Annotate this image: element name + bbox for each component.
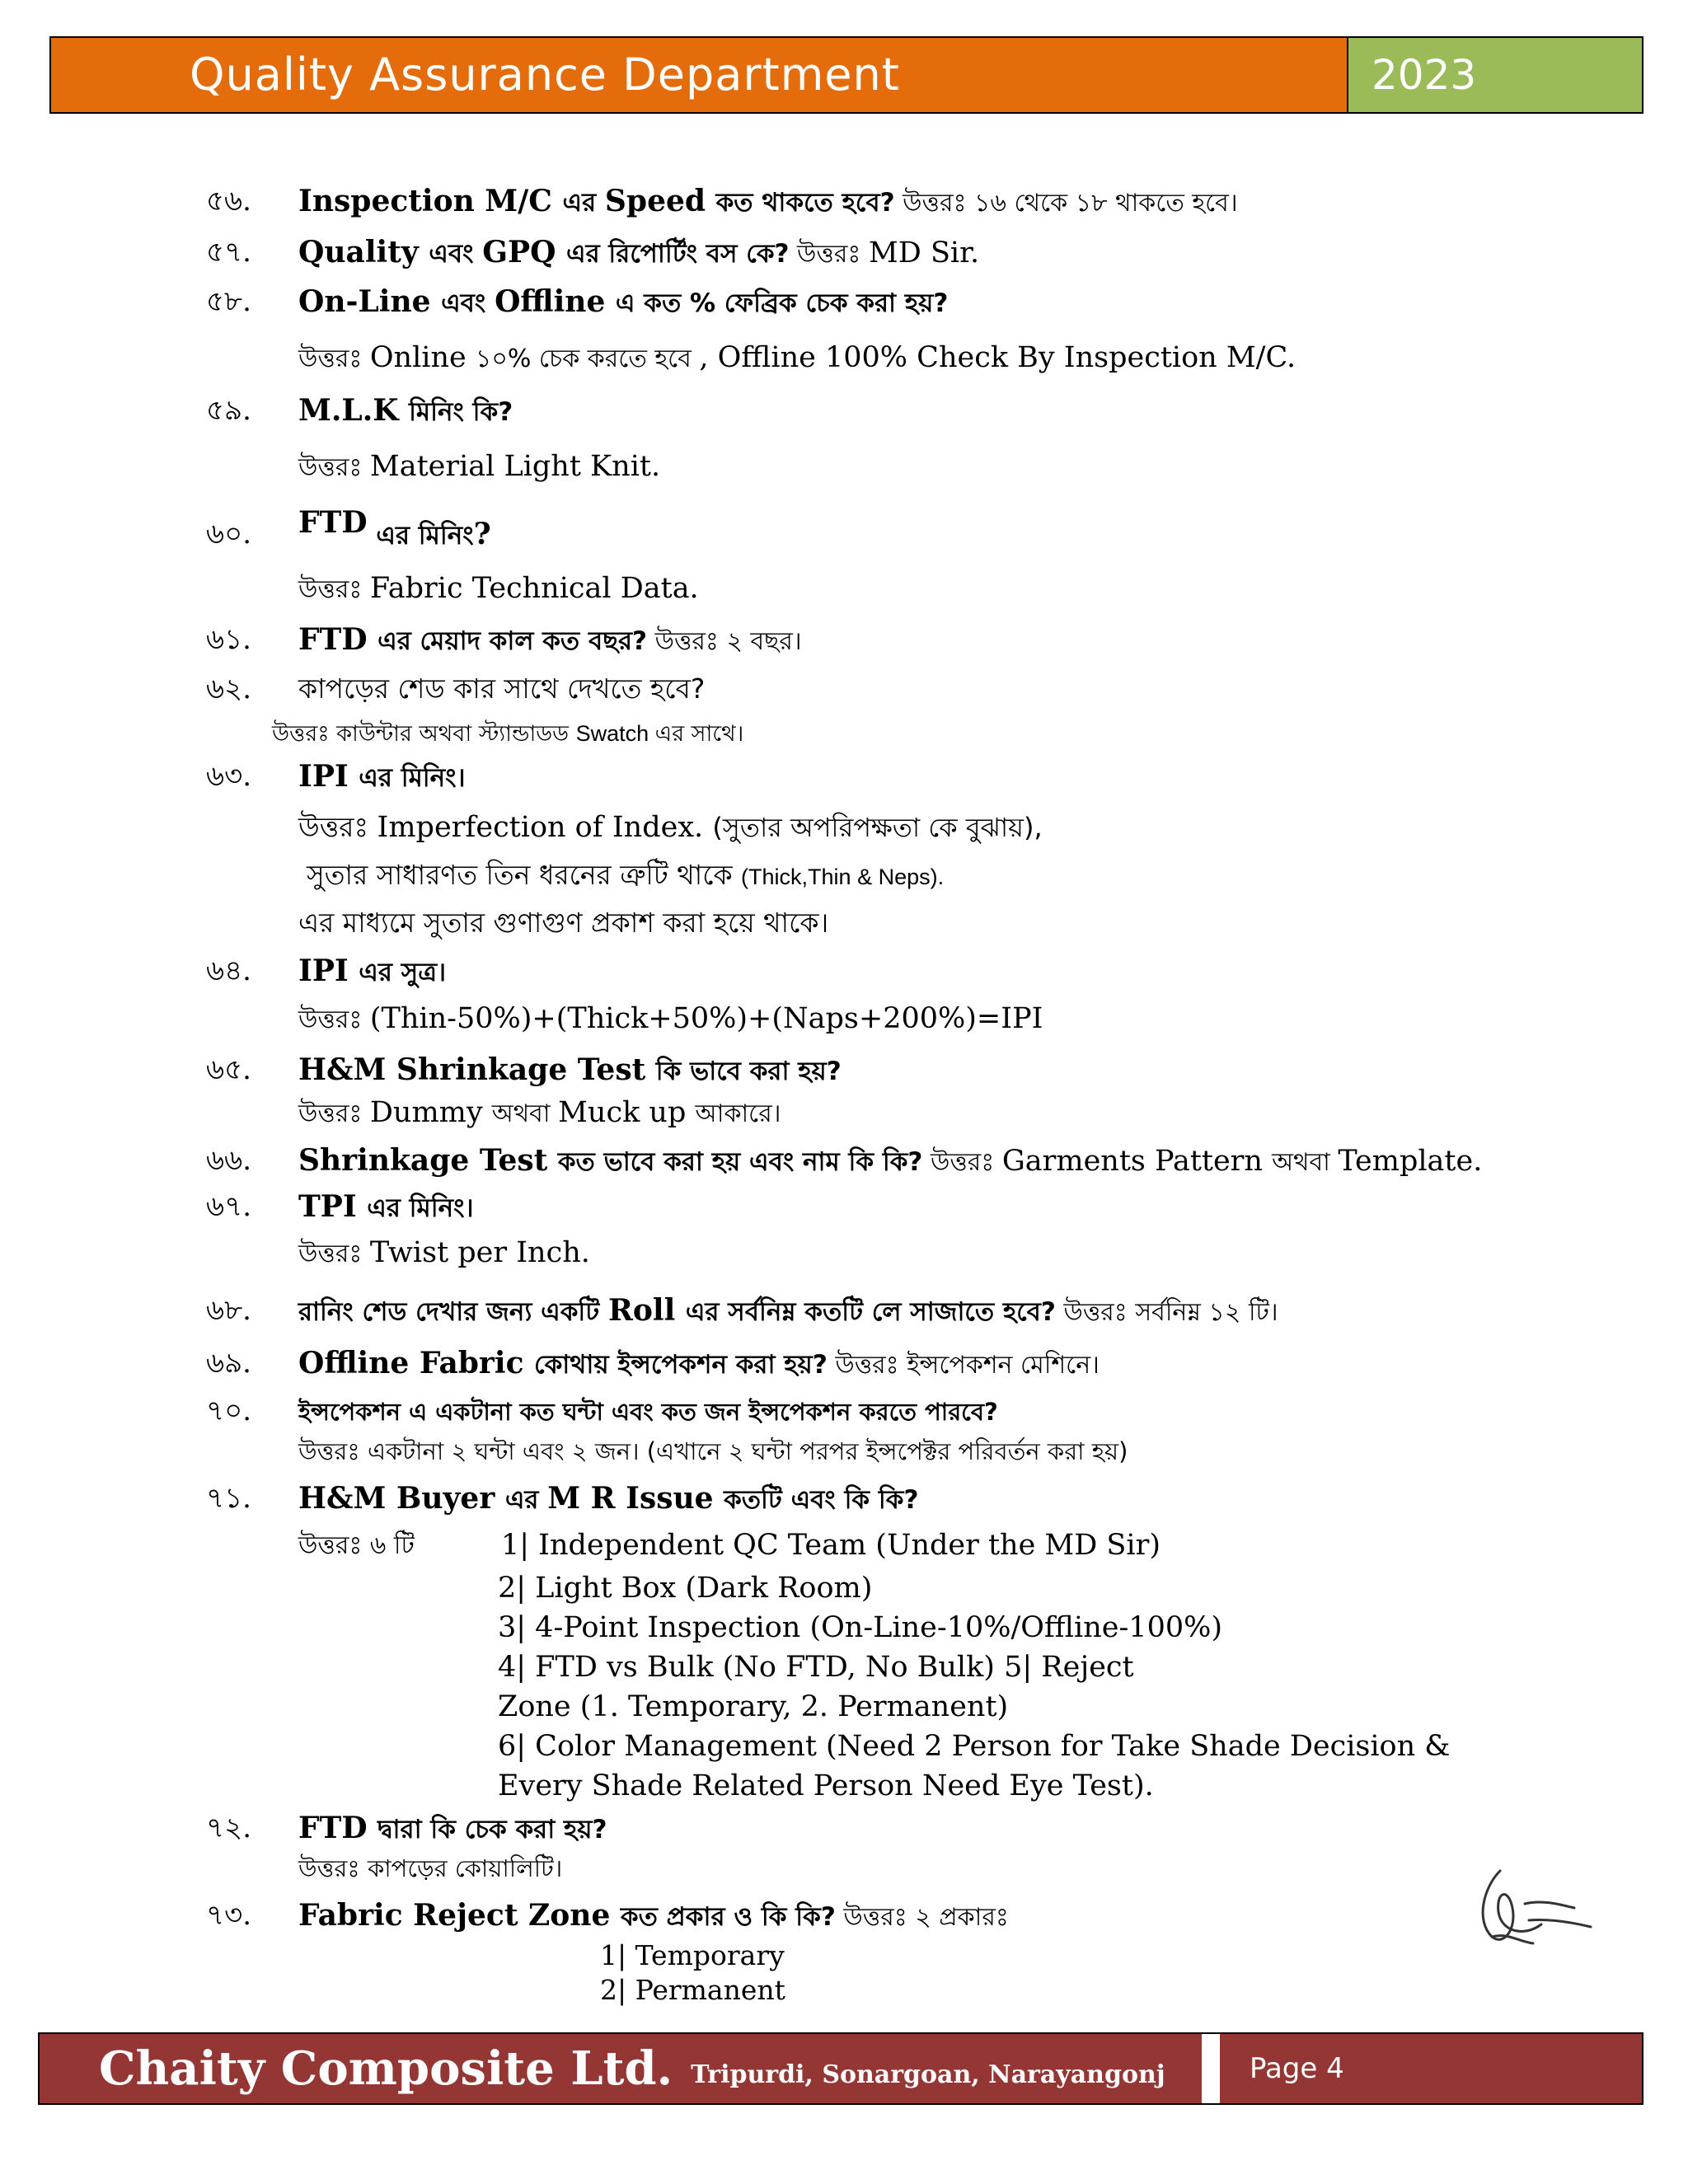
question-text: M R Issue — [547, 1481, 724, 1516]
list-item: 2| Light Box (Dark Room) — [498, 1572, 873, 1605]
answer-text: অথবা — [1272, 1148, 1339, 1177]
answer-text: উত্তরঃ ২ বছর। — [647, 627, 802, 656]
question-text: দ্বারা কি চেক করা হয়? — [377, 1815, 607, 1844]
list-item: 4| FTD vs Bulk (No FTD, No Bulk) 5| Reject — [498, 1651, 1134, 1684]
item-number: ৭৩. — [206, 1899, 252, 1932]
question-text: H&M Buyer — [298, 1481, 505, 1516]
item-number: ৬২. — [206, 673, 252, 705]
item-number: ৬৯. — [206, 1347, 251, 1380]
question-text: H&M Shrinkage Test — [298, 1052, 656, 1087]
question-text: কত থাকতে হবে? — [715, 188, 895, 218]
question-text: রানিং শেড দেখার জন্য একটি — [298, 1297, 608, 1327]
question-text: Quality — [298, 235, 429, 269]
answer-label: উত্তরঃ — [298, 344, 370, 373]
answer-label: উত্তরঃ — [298, 453, 370, 482]
department-title: Quality Assurance Department — [51, 38, 1347, 112]
answer-text: (সুতার অপরিপক্ষতা কে বুঝায়), — [712, 812, 1043, 843]
item-number: ৬৩. — [206, 760, 252, 793]
question-text: M.L.K — [298, 393, 410, 428]
question-text: GPQ — [482, 235, 566, 269]
item-number: ৭২. — [206, 1811, 252, 1844]
question-text: On-Line — [298, 284, 442, 319]
item-number: ৬৭. — [206, 1190, 252, 1223]
question-text: FTD — [298, 622, 378, 657]
list-item: Zone (1. Temporary, 2. Permanent) — [498, 1690, 1009, 1723]
item-number: ৭১. — [206, 1482, 251, 1515]
answer-text: উত্তরঃ কাপড়ের কোয়ালিটি। — [298, 1854, 563, 1882]
question-text: কত প্রকার ও কি কি? — [620, 1902, 836, 1932]
answer-text: (Thick,Thin & Neps). — [741, 865, 945, 889]
list-item: 2| Permanent — [600, 1974, 785, 2006]
answer-line — [307, 857, 944, 895]
item-number: ৫৭. — [206, 236, 251, 269]
answer-text: Twist per Inch. — [369, 1236, 590, 1269]
item-number: ৬০. — [206, 518, 252, 551]
answer-text: এর সাথে। — [654, 721, 744, 747]
question-text: ইন্সপেকশন এ একটানা কত ঘন্টা এবং কত জন ইন্সপেকশন করতে পারবে? — [298, 1398, 998, 1426]
page-header — [49, 36, 1643, 114]
answer-line — [298, 1001, 1043, 1038]
list-item: 3| 4-Point Inspection (On-Line-10%/Offline-100%) — [498, 1611, 1223, 1644]
question-text: Offline Fabric — [298, 1346, 535, 1380]
answer-text: Swatch — [575, 721, 655, 746]
question-text: এর মেয়াদ কাল কত বছর? — [377, 626, 648, 656]
item-number: ৬৬. — [206, 1144, 252, 1177]
question-text: এর মিনিং। — [359, 763, 466, 793]
answer-text: Garments Pattern — [1001, 1145, 1273, 1178]
item-number: ৫৯. — [206, 394, 251, 427]
answer-text: উত্তরঃ একটানা ২ ঘন্টা এবং ২ জন। (এখানে ২ ঘন্টা পরপর ইন্সপেক্টর পরিবর্তন করা হয়) — [298, 1437, 1128, 1465]
item-number: ৬৮. — [206, 1294, 251, 1327]
item-number: ৫৬. — [206, 185, 251, 218]
answer-text: Online — [369, 341, 476, 374]
answer-text: উত্তরঃ ১৬ থেকে ১৮ থাকতে হবে। — [894, 189, 1238, 218]
question-text: এর — [562, 188, 605, 218]
item-number: ৫৮. — [206, 285, 251, 318]
question-text: IPI — [298, 759, 359, 794]
question-text: কাপড়ের শেড কার সাথে দেখতে হবে? — [298, 673, 706, 705]
question-text: কোথায় ইন্সপেকশন করা হয়? — [534, 1350, 828, 1380]
answer-line — [298, 448, 660, 486]
answer-line — [298, 570, 699, 608]
signature-icon — [1467, 1854, 1615, 1961]
answer-label: উত্তরঃ ৬ টি — [298, 1531, 415, 1560]
question-text: কি ভাবে করা হয়? — [655, 1057, 842, 1086]
answer-text: Fabric Technical Data. — [369, 572, 699, 605]
answer-label: উত্তরঃ — [298, 1005, 370, 1034]
question-text: FTD — [298, 1811, 378, 1845]
list-item: 1| Temporary — [600, 1939, 785, 1971]
page-footer — [38, 2032, 1643, 2105]
company-name: Chaity Composite Ltd. — [99, 2041, 673, 2096]
question-text: এর রিপোর্টিং বস কে? — [566, 239, 790, 269]
question-text: এর মিনিং। — [367, 1193, 474, 1223]
question-text: Speed — [604, 184, 716, 218]
question-text: এবং — [429, 239, 483, 269]
answer-text: Muck up — [558, 1096, 696, 1129]
question-text: এর সর্বনিম্ন কতটি লে সাজাতে হবে? — [685, 1297, 1056, 1327]
answer-text: MD Sir. — [868, 237, 980, 269]
question-text: কত ভাবে করা হয় এবং নাম কি কি? — [557, 1147, 923, 1177]
answer-label: উত্তরঃ — [789, 240, 869, 269]
answer-line — [298, 905, 828, 941]
question-text: TPI — [298, 1189, 368, 1224]
question-text: এবং — [441, 288, 495, 318]
question-text: Inspection M/C — [298, 184, 563, 218]
question-text: এ কত % ফেব্রিক চেক করা হয়? — [615, 288, 949, 318]
answer-text: আকারে। — [695, 1099, 781, 1128]
page-number: Page 4 — [1220, 2034, 1642, 2103]
answer-label: উত্তরঃ — [298, 1240, 370, 1268]
answer-line — [272, 714, 743, 752]
question-text: কতটি এবং কি কি? — [724, 1485, 919, 1515]
answer-label: উত্তরঃ — [298, 575, 370, 604]
answer-text: উত্তরঃ ইন্সপেকশন মেশিনে। — [827, 1351, 1100, 1380]
answer-line — [298, 1526, 415, 1564]
question-text: Shrinkage Test — [298, 1143, 558, 1178]
question-text: IPI — [298, 954, 359, 988]
item-number: ৬৫. — [206, 1053, 251, 1086]
question-text: Roll — [607, 1293, 686, 1328]
item-number: ৬৪. — [206, 954, 251, 987]
question-text: Fabric Reject Zone — [298, 1898, 621, 1933]
answer-text: উত্তরঃ ২ প্রকারঃ — [835, 1903, 1009, 1932]
answer-line — [298, 340, 1296, 377]
answer-text: Dummy — [369, 1096, 492, 1129]
answer-line — [298, 1235, 590, 1272]
question-text: এর সুত্র। — [359, 958, 447, 987]
question-text: FTD — [298, 505, 368, 540]
answer-line — [298, 1094, 781, 1132]
question-text: ? — [473, 517, 491, 551]
answer-text: এর মাধ্যমে সুতার গুণাগুণ প্রকাশ করা হয়ে থাকে। — [298, 907, 829, 939]
item-number: ৬১. — [206, 623, 251, 656]
answer-text: উত্তরঃ সর্বনিম্ন ১২ টি। — [1055, 1298, 1278, 1327]
answer-line — [298, 809, 1043, 846]
answer-text: অথবা — [491, 1099, 559, 1128]
list-item: 6| Color Management (Need 2 Person for Take Shade Decision & — [498, 1730, 1451, 1763]
answer-text: Imperfection of Index. — [377, 811, 713, 844]
question-text: Offline — [495, 284, 616, 319]
answer-text: Template. — [1338, 1145, 1483, 1178]
answer-text: Material Light Knit. — [369, 450, 661, 483]
item-number: ৭০. — [206, 1394, 252, 1427]
answer-text: (Thin-50%)+(Thick+50%)+(Naps+200%)=IPI — [369, 1002, 1043, 1035]
answer-label: উত্তরঃ — [922, 1148, 1002, 1177]
question-text: এর মিনিং — [367, 521, 474, 551]
answer-text: উত্তরঃ কাউন্টার অথবা স্ট্যান্ডাডড — [272, 721, 576, 747]
header-year: 2023 — [1347, 38, 1642, 112]
answer-label: উত্তরঃ — [298, 1099, 370, 1128]
answer-line — [298, 1849, 562, 1886]
answer-text: , Offline 100% Check By Inspection M/C. — [699, 341, 1296, 374]
answer-text: সুতার সাধারণত তিন ধরনের ত্রুটি থাকে — [307, 859, 742, 891]
footer-divider — [1202, 2034, 1220, 2103]
answer-label: উত্তরঃ — [298, 811, 377, 843]
list-item: Every Shade Related Person Need Eye Test). — [498, 1769, 1154, 1802]
question-text: মিনিং কি? — [409, 397, 513, 427]
answer-line — [298, 1432, 1128, 1469]
answer-text: ১০% চেক করতে হবে — [475, 344, 700, 373]
list-item: 1| Independent QC Team (Under the MD Sir) — [501, 1529, 1160, 1562]
company-address: Tripurdi, Sonargoan, Narayangonj — [691, 2060, 1165, 2089]
question-text: এর — [504, 1485, 548, 1515]
